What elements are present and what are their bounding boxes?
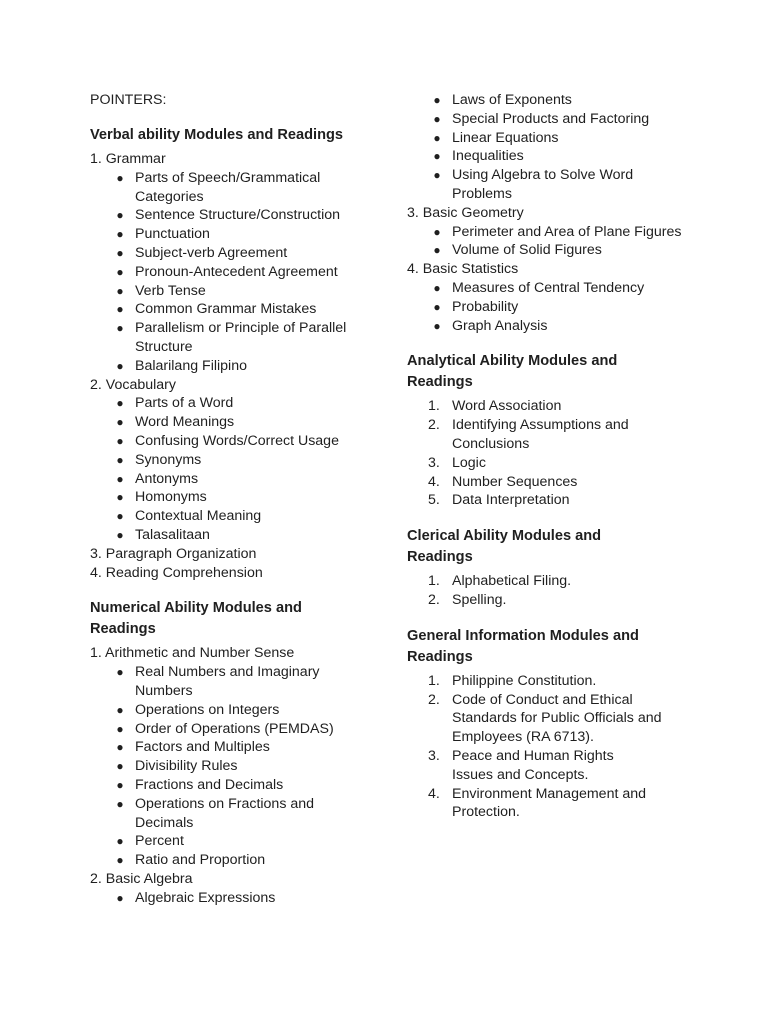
list-item: ● Balarilang Filipino [90, 357, 390, 376]
bullet-icon: ● [116, 759, 124, 774]
bullet-icon: ● [116, 264, 124, 279]
list-item: ● Antonyms [90, 470, 390, 489]
bullet-icon: ● [116, 471, 124, 486]
bullet-icon: ● [116, 702, 124, 717]
list-item: 2. Identifying Assumptions and Conclusions [428, 417, 629, 452]
list-item: ● Real Numbers and Imaginary Numbers [90, 663, 390, 701]
left-column [90, 90, 390, 907]
bullet-icon: ● [433, 280, 441, 295]
list-item: ● Operations on Fractions and Decimals [90, 795, 390, 833]
group-label: 2. Basic Algebra [90, 870, 193, 887]
list-item: 4. Number Sequences [428, 473, 578, 490]
vocabulary-list [90, 394, 390, 544]
bullet-icon: ● [116, 358, 124, 373]
bullet-icon: ● [116, 527, 124, 542]
list-item: ● Ratio and Proportion [90, 851, 390, 870]
list-item: ● Parallelism or Principle of Parallel Structure [90, 319, 390, 357]
list-item: 5. Data Interpretation [428, 492, 570, 509]
list-item: ● Volume of Solid Figures [407, 241, 707, 260]
bullet-icon: ● [433, 130, 441, 145]
bullet-icon: ● [116, 853, 124, 868]
list-item: ● Algebraic Expressions [90, 889, 390, 908]
bullet-icon: ● [433, 299, 441, 314]
bullet-icon: ● [433, 224, 441, 239]
bullet-icon: ● [116, 321, 124, 336]
list-item: ● Verb Tense [90, 282, 390, 301]
bullet-icon: ● [116, 302, 124, 317]
list-item: ● Graph Analysis [407, 317, 707, 336]
list-item: ● Talasalitaan [90, 526, 390, 545]
list-item: ● Inequalities [407, 147, 707, 166]
analytical-list [407, 397, 707, 510]
list-item: ● Word Meanings [90, 413, 390, 432]
bullet-icon: ● [116, 490, 124, 505]
list-item: ● Common Grammar Mistakes [90, 300, 390, 319]
numerical-heading: Numerical Ability Modules and Readings [90, 600, 302, 638]
bullet-icon: ● [116, 740, 124, 755]
bullet-icon: ● [433, 168, 441, 183]
analytical-heading: Analytical Ability Modules and Readings [407, 353, 618, 391]
bullet-icon: ● [116, 777, 124, 792]
list-item: ● Divisibility Rules [90, 757, 390, 776]
group-label: 4. Reading Comprehension [90, 564, 263, 581]
bullet-icon: ● [116, 170, 124, 185]
list-item: 2. Code of Conduct and Ethical Standards for Public Officials and Employees (RA 6713). [428, 691, 662, 746]
bullet-icon: ● [116, 834, 124, 849]
group-label: 3. Basic Geometry [407, 204, 524, 221]
list-item: 3. Logic [428, 454, 486, 471]
bullet-icon: ● [433, 149, 441, 164]
list-item: ● Contextual Meaning [90, 507, 390, 526]
arithmetic-list [90, 663, 390, 870]
list-item: ● Synonyms [90, 451, 390, 470]
list-item: ● Percent [90, 832, 390, 851]
bullet-icon: ● [433, 111, 441, 126]
numerical-section [90, 644, 390, 907]
bullet-icon: ● [116, 227, 124, 242]
bullet-icon: ● [116, 415, 124, 430]
clerical-list [407, 572, 707, 610]
list-item: 4. Environment Management and Protection. [428, 785, 647, 821]
list-item: ● Confusing Words/Correct Usage [90, 432, 390, 451]
list-item: 1. Word Association [428, 398, 562, 415]
bullet-icon: ● [116, 509, 124, 524]
group-label: 4. Basic Statistics [407, 261, 519, 278]
right-column [407, 91, 707, 822]
list-item: ● Perimeter and Area of Plane Figures [407, 223, 707, 242]
general-heading: General Information Modules and Readings [407, 627, 639, 665]
bullet-icon: ● [116, 452, 124, 467]
list-item: 1. Alphabetical Filing. [428, 573, 572, 590]
list-item: ● Measures of Central Tendency [407, 279, 707, 298]
pointers-label: POINTERS: [90, 92, 167, 108]
algebra-list-part2 [407, 91, 707, 204]
list-item: ● Order of Operations (PEMDAS) [90, 720, 390, 739]
bullet-icon: ● [116, 721, 124, 736]
bullet-icon: ● [116, 665, 124, 680]
list-item: 3. Peace and Human Rights Issues and Concepts. [428, 747, 614, 783]
bullet-icon: ● [433, 318, 441, 333]
group-label: 2. Vocabulary [90, 376, 176, 393]
bullet-icon: ● [116, 208, 124, 223]
list-item: ● Special Products and Factoring [407, 110, 707, 129]
bullet-icon: ● [116, 283, 124, 298]
general-list [407, 672, 707, 822]
list-item: ● Laws of Exponents [407, 91, 707, 110]
list-item: ● Operations on Integers [90, 701, 390, 720]
statistics-list [407, 279, 707, 335]
list-item: 2. Spelling. [428, 591, 507, 608]
bullet-icon: ● [116, 796, 124, 811]
group-label: 1. Arithmetic and Number Sense [90, 645, 295, 662]
list-item: ● Factors and Multiples [90, 738, 390, 757]
geometry-list [407, 223, 707, 261]
list-item: ● Parts of a Word [90, 394, 390, 413]
clerical-heading: Clerical Ability Modules and Readings [407, 528, 602, 566]
list-item: 1. Philippine Constitution. [428, 672, 597, 689]
bullet-icon: ● [433, 243, 441, 258]
verbal-heading: Verbal ability Modules and Readings [90, 127, 344, 143]
bullet-icon: ● [433, 93, 441, 107]
list-item: ● Using Algebra to Solve Word Problems [407, 166, 707, 204]
list-item: ● Fractions and Decimals [90, 776, 390, 795]
list-item: ● Sentence Structure/Construction [90, 206, 390, 225]
bullet-icon: ● [116, 433, 124, 448]
grammar-list [90, 169, 390, 376]
list-item: ● Pronoun-Antecedent Agreement [90, 263, 390, 282]
list-item: ● Homonyms [90, 488, 390, 507]
list-item: ● Parts of Speech/Grammatical Categories [90, 169, 390, 207]
bullet-icon: ● [116, 245, 124, 260]
list-item: ● Probability [407, 298, 707, 317]
bullet-icon: ● [116, 396, 124, 411]
list-item: ● Punctuation [90, 225, 390, 244]
group-label: 1. Grammar [90, 151, 166, 167]
list-item: ● Subject-verb Agreement [90, 244, 390, 263]
algebra-list-part1 [90, 889, 390, 908]
list-item: ● Linear Equations [407, 129, 707, 148]
verbal-section [90, 150, 390, 582]
bullet-icon: ● [116, 890, 124, 905]
group-label: 3. Paragraph Organization [90, 545, 257, 562]
